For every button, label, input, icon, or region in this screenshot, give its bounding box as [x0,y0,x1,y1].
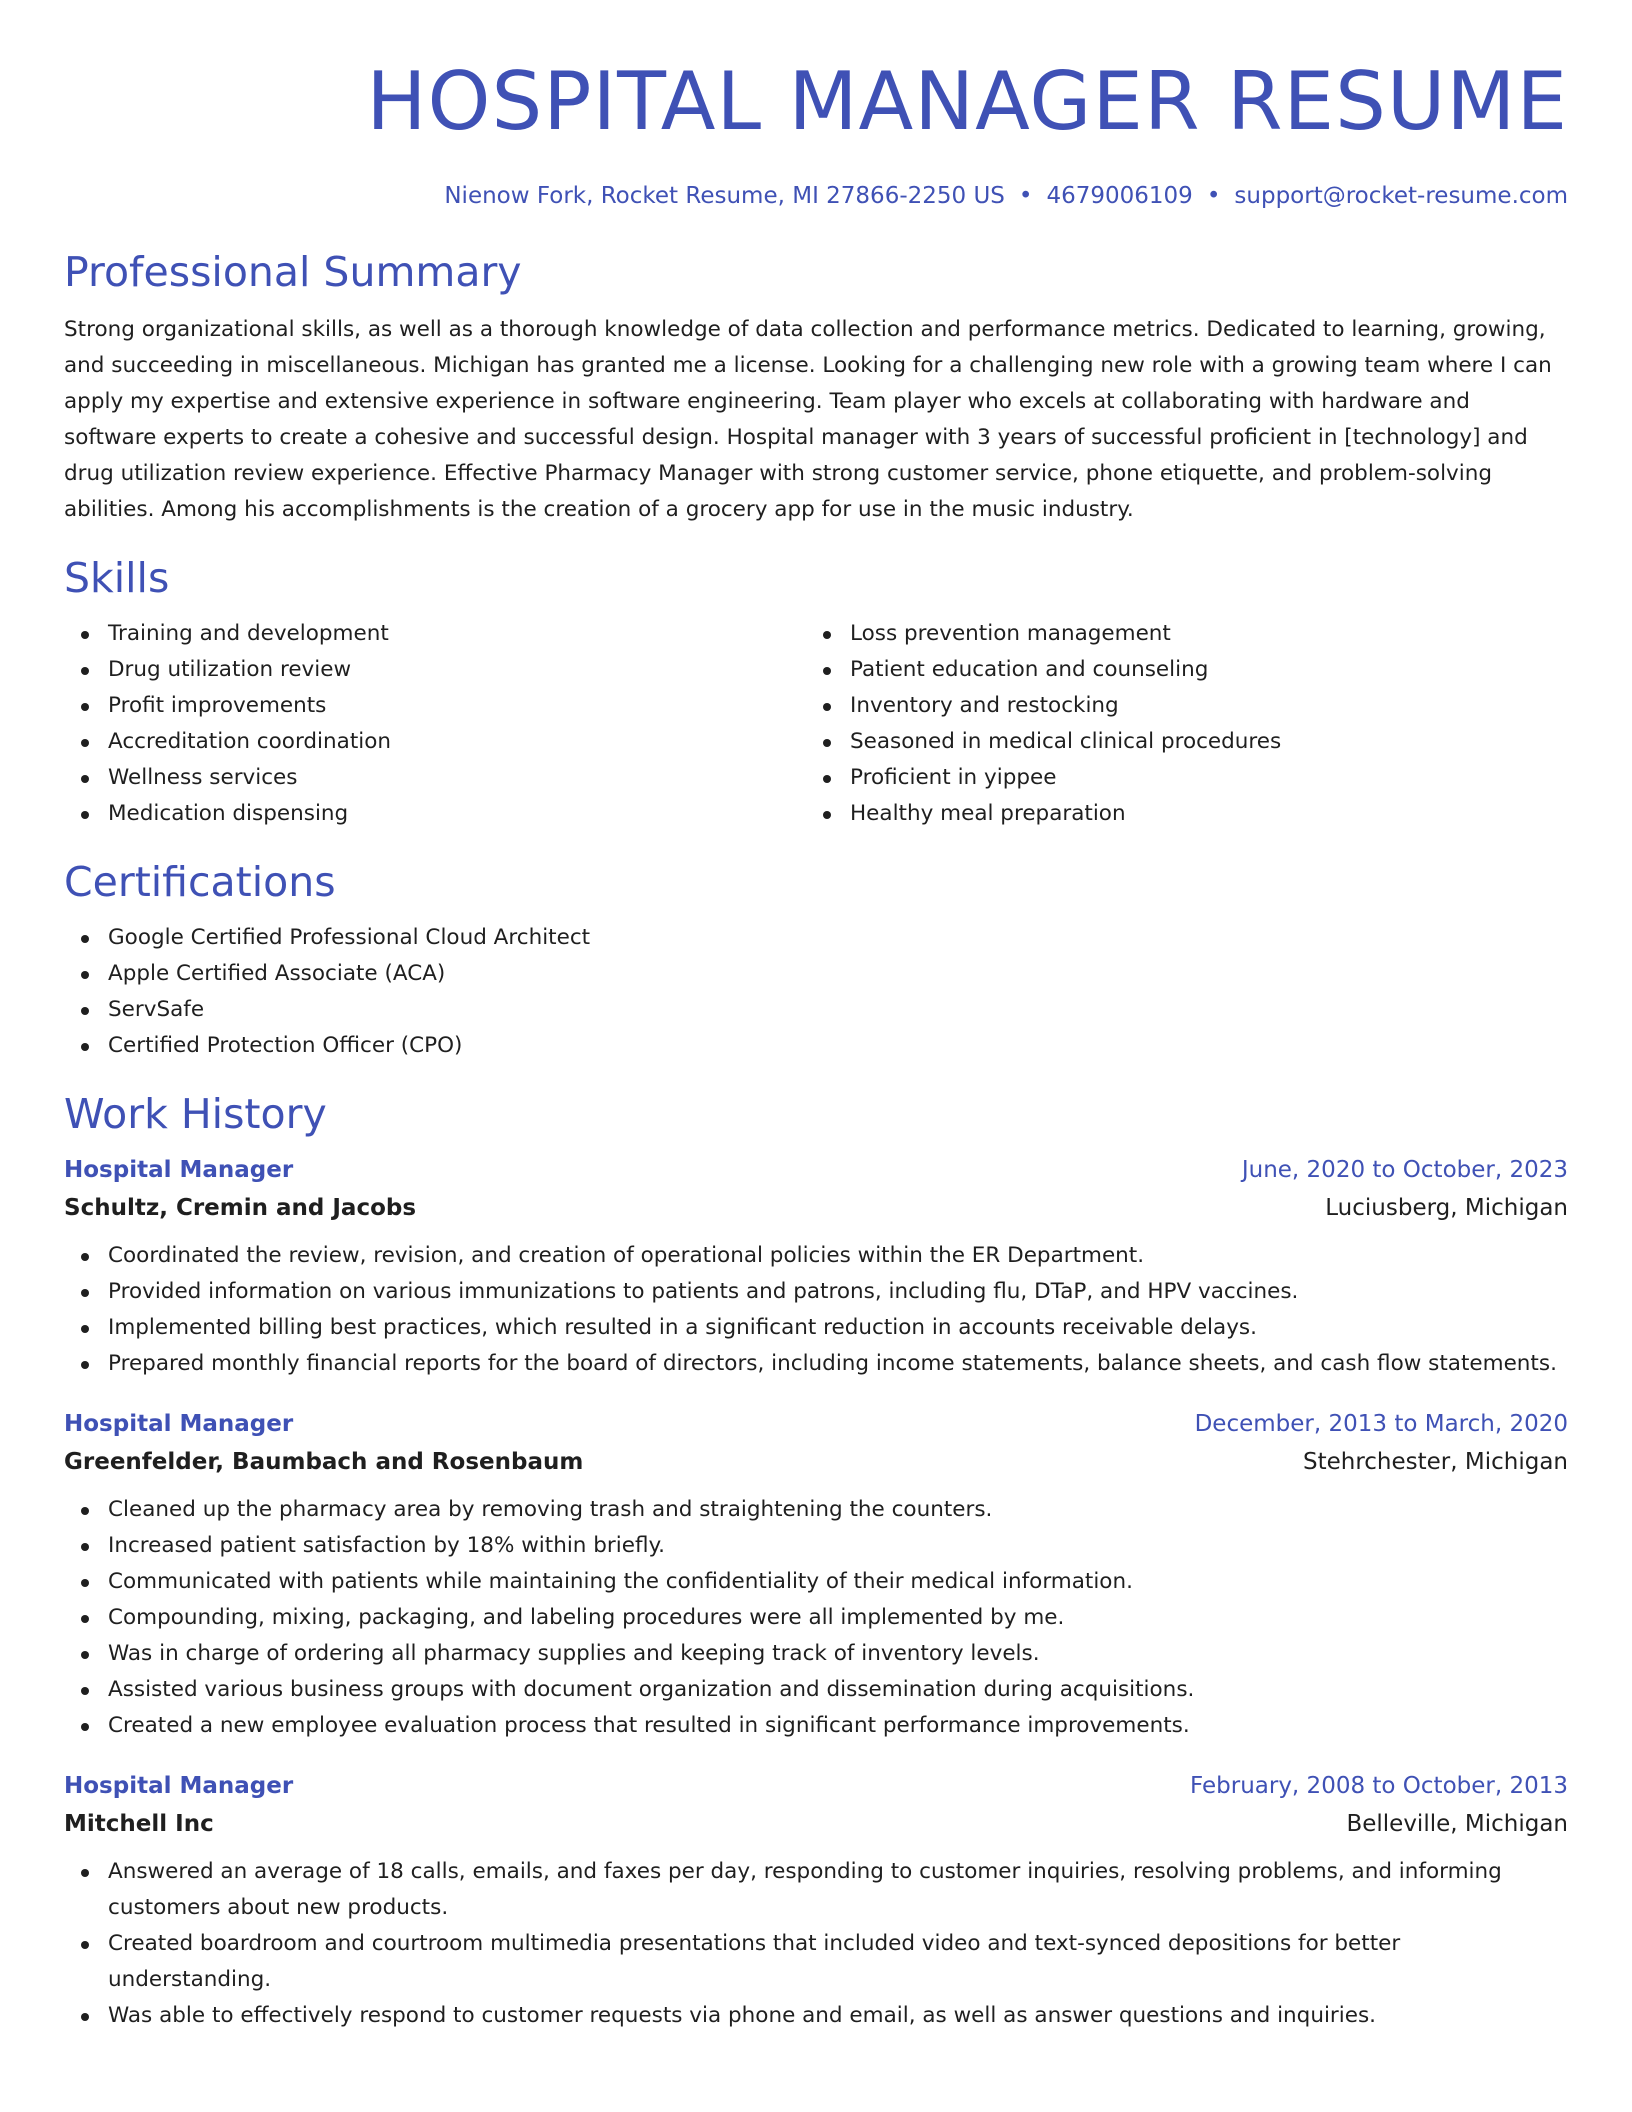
job-bullet: Assisted various business groups with document organization and dissemination during acquisitions. [64,1672,1568,1708]
job-subheader [64,1188,1568,1228]
job-bullet: Provided information on various immunizations to patients and patrons, including flu, DTaP, and HPV vaccines. [64,1274,1568,1310]
job-bullet: Was able to effectively respond to customer requests via phone and email, as well as answer questions and inquiries. [64,1998,1568,2034]
summary-text: Strong organizational skills, as well as a thorough knowledge of data collection and performance metrics. Dedicated to learning, growing, and succeeding in miscellaneous. Michigan has granted me a license. Looking for a challenging new role with a growing team where I can apply my expertise and extensive experience in software engineering. Team player who excels at collaborating with hardware and software experts to create a cohesive and successful design. Hospital manager with 3 years of successful proficient in [technology] and drug utilization review experience. Effective Pharmacy Manager with strong customer service, phone etiquette, and problem-solving abilities. Among his accomplishments is the creation of a grocery app for use in the music industry. [64,317,1552,522]
job-bullet: Answered an average of 18 calls, emails, and faxes per day, responding to customer inquiries, resolving problems, and informing customers about new products. [64,1854,1568,1926]
certifications-section [64,856,1568,1064]
skill-item: Inventory and restocking [806,688,1548,724]
resume-title: HOSPITAL MANAGER RESUME [366,55,1568,148]
job-company: Schultz, Cremin and Jacobs [64,1195,417,1221]
job-header [64,1152,1568,1188]
skill-item: Patient education and counseling [806,652,1548,688]
job-title: Hospital Manager [64,1157,294,1183]
job-bullet: Created a new employee evaluation process that resulted in significant performance improvements. [64,1708,1568,1744]
job-bullet: Increased patient satisfaction by 18% within briefly. [64,1528,1568,1564]
skills-list-left [64,616,806,832]
certification-item: Certified Protection Officer (CPO) [64,1028,1568,1064]
job-bullet: Was in charge of ordering all pharmacy supplies and keeping track of inventory levels. [64,1636,1568,1672]
skills-heading: Skills [64,554,170,602]
job-bullets [64,1854,1568,2034]
contact-separator: • [1018,183,1033,209]
job-entry [64,1152,1568,1382]
job-entry [64,1768,1568,2034]
job-bullet: Communicated with patients while maintaining the confidentiality of their medical information. [64,1564,1568,1600]
skills-columns [64,616,1568,832]
job-subheader [64,1804,1568,1844]
job-bullets [64,1492,1568,1744]
skill-item: Loss prevention management [806,616,1548,652]
job-entry [64,1406,1568,1744]
certification-item: Apple Certified Associate (ACA) [64,956,1568,992]
skill-item: Proficient in yippee [806,760,1548,796]
job-subheader [64,1442,1568,1482]
job-title: Hospital Manager [64,1411,294,1437]
resume-page [64,0,1568,2034]
summary-heading: Professional Summary [64,248,522,296]
job-title: Hospital Manager [64,1773,294,1799]
job-location: Stehrchester, Michigan [1302,1449,1568,1475]
job-dates: February, 2008 to October, 2013 [1190,1773,1568,1799]
work-jobs [64,1152,1568,2034]
work-heading: Work History [64,1090,327,1138]
job-bullet: Cleaned up the pharmacy area by removing trash and straightening the counters. [64,1492,1568,1528]
job-bullet: Prepared monthly financial reports for the board of directors, including income statements, balance sheets, and cash flow statements. [64,1346,1568,1382]
certifications-list [64,920,1568,1064]
certification-item: Google Certified Professional Cloud Architect [64,920,1568,956]
certification-item: ServSafe [64,992,1568,1028]
job-header [64,1768,1568,1804]
contact-address: Nienow Fork, Rocket Resume, MI 27866-2250 US [444,183,1005,209]
skill-item: Medication dispensing [64,796,806,832]
skill-item: Wellness services [64,760,806,796]
job-dates: December, 2013 to March, 2020 [1194,1411,1568,1437]
skill-item: Profit improvements [64,688,806,724]
work-section [64,1088,1568,2034]
job-company: Greenfelder, Baumbach and Rosenbaum [64,1449,584,1475]
job-location: Luciusberg, Michigan [1325,1195,1568,1221]
job-dates: June, 2020 to October, 2023 [1241,1157,1568,1183]
job-bullet: Compounding, mixing, packaging, and labeling procedures were all implemented by me. [64,1600,1568,1636]
job-bullets [64,1238,1568,1382]
job-bullet: Coordinated the review, revision, and creation of operational policies within the ER Department. [64,1238,1568,1274]
contact-separator: • [1206,183,1221,209]
contact-phone: 4679006109 [1046,183,1193,209]
skill-item: Healthy meal preparation [806,796,1548,832]
skill-item: Training and development [64,616,806,652]
job-location: Belleville, Michigan [1346,1811,1568,1837]
skill-item: Drug utilization review [64,652,806,688]
skills-list-right [806,616,1548,832]
summary-section [64,246,1568,528]
skills-section [64,552,1568,832]
job-company: Mitchell Inc [64,1811,214,1837]
job-header [64,1406,1568,1442]
contact-email[interactable]: support@rocket-resume.com [1234,183,1568,209]
skill-item: Seasoned in medical clinical procedures [806,724,1548,760]
skill-item: Accreditation coordination [64,724,806,760]
job-bullet: Implemented billing best practices, which resulted in a significant reduction in accounts receivable delays. [64,1310,1568,1346]
contact-line [64,180,1568,212]
job-bullet: Created boardroom and courtroom multimedia presentations that included video and text-synced depositions for better understanding. [64,1926,1568,1998]
certifications-heading: Certifications [64,858,336,906]
